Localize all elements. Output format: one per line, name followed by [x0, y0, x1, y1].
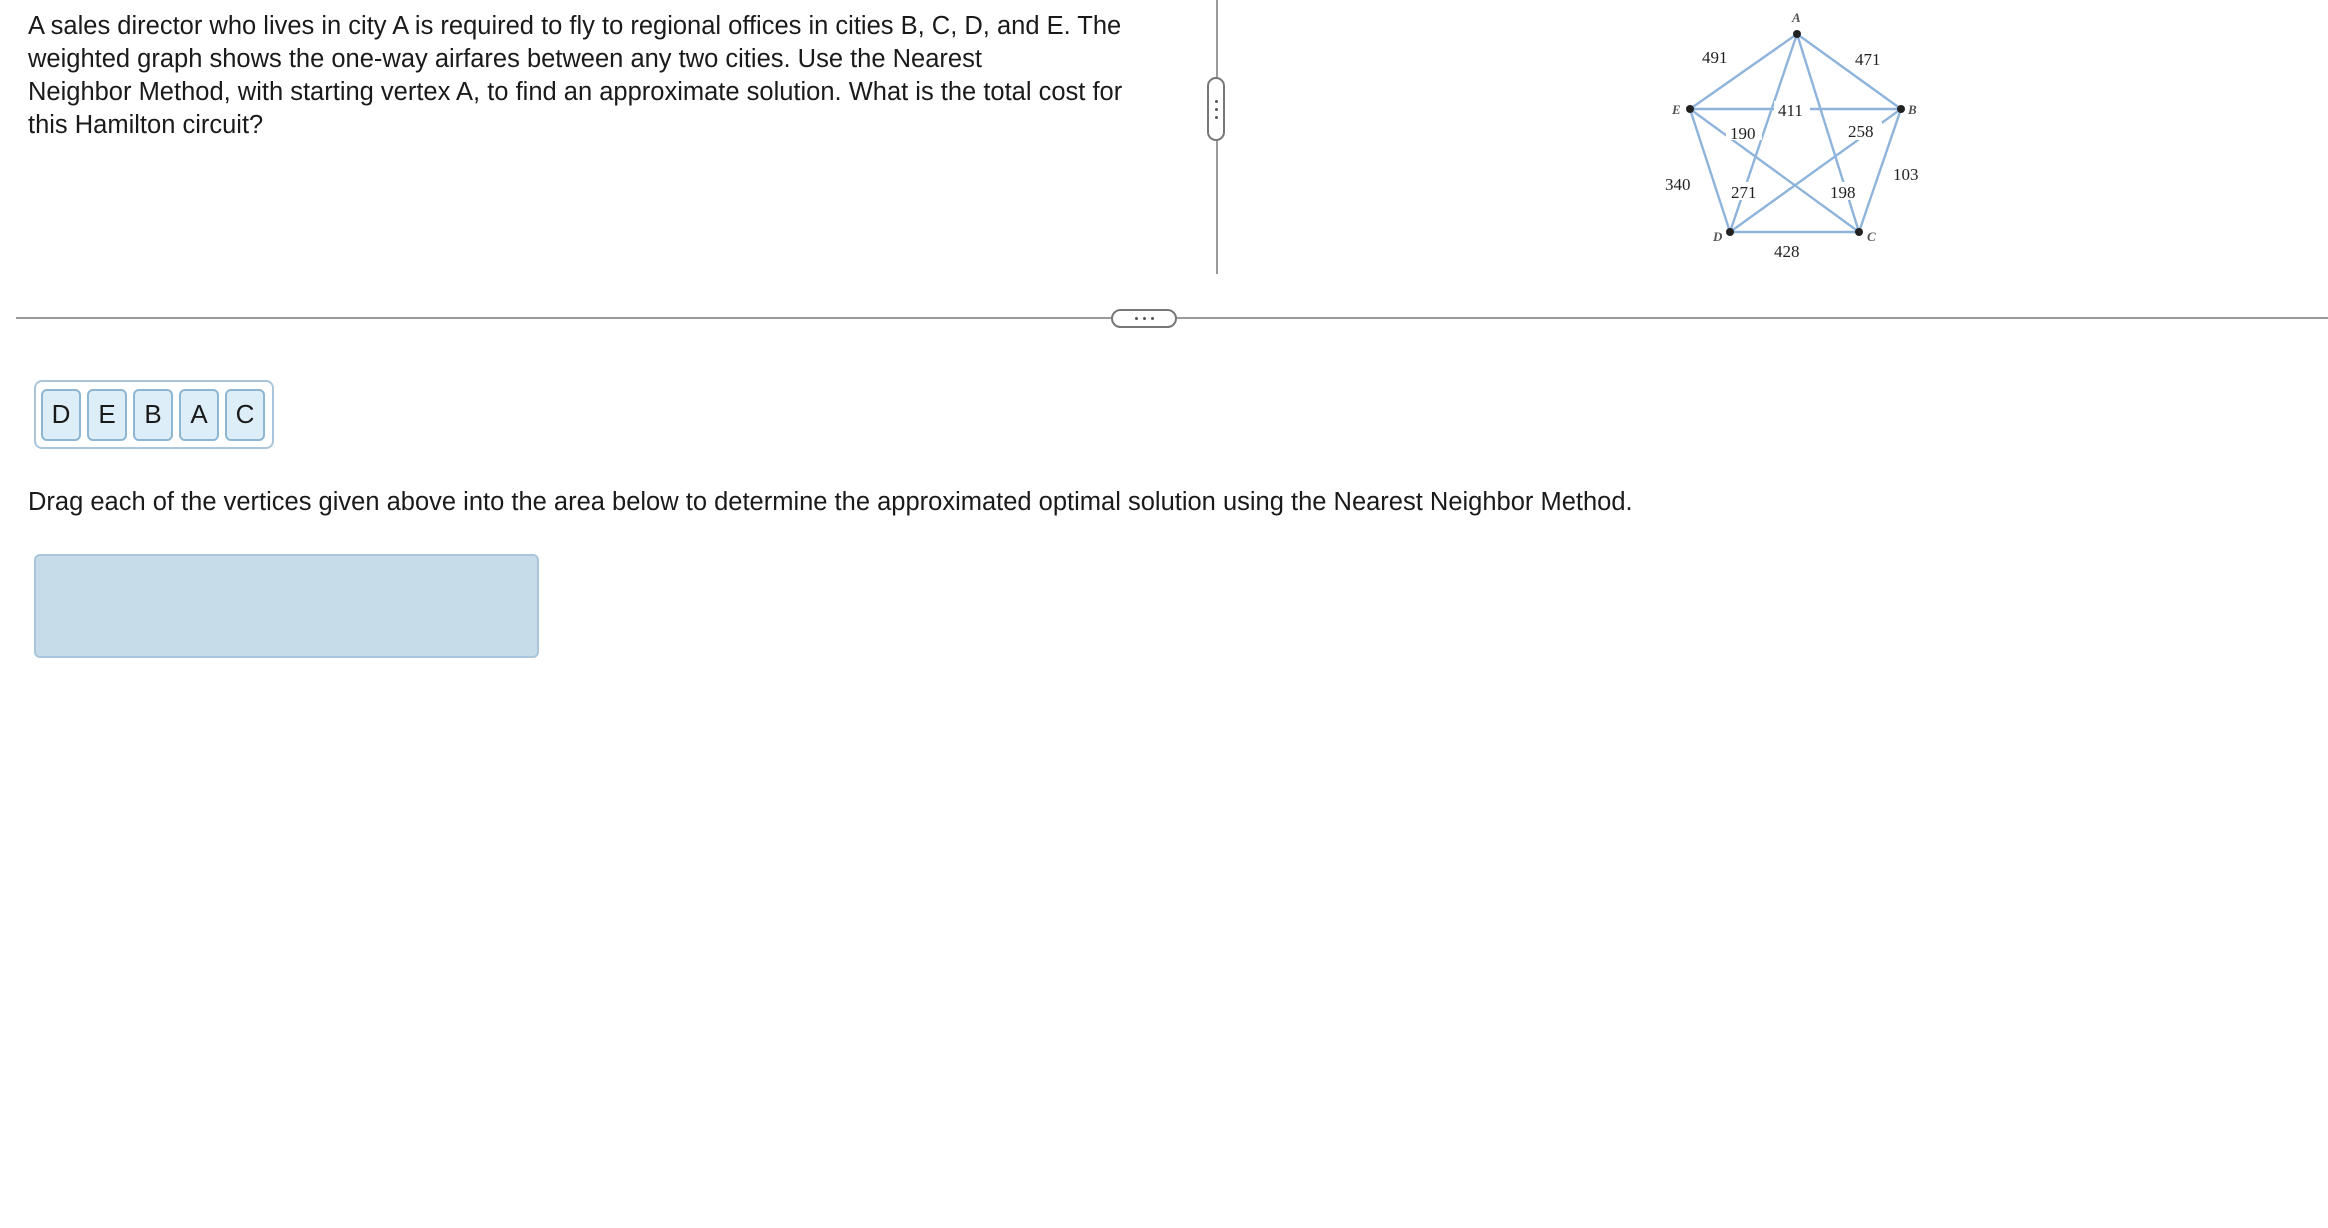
edge-weight-E-B: 411: [1778, 101, 1803, 120]
vertex-label-B: B: [1908, 102, 1917, 117]
grip-dot: [1215, 100, 1218, 103]
answer-drop-zone[interactable]: [34, 554, 539, 658]
vertex-label-C: C: [1867, 229, 1876, 244]
vertex-D: [1726, 228, 1734, 236]
vertex-tile-E[interactable]: E: [87, 389, 127, 441]
drag-instruction: Drag each of the vertices given above into the area below to determine the approximated optimal solution using the Nearest Neighbor Method.: [28, 488, 1633, 516]
vertex-tile-A[interactable]: A: [179, 389, 219, 441]
edge-weight-E-C: 190: [1730, 124, 1756, 143]
edge-E-D: [1690, 109, 1730, 232]
graph-svg: [1640, 0, 1980, 270]
grip-dot: [1215, 108, 1218, 111]
vertex-label-A: A: [1792, 10, 1801, 25]
vertex-tile-B[interactable]: B: [133, 389, 173, 441]
edge-A-E: [1690, 34, 1797, 109]
edge-weight-A-B: 471: [1855, 50, 1881, 69]
grip-dot: [1135, 317, 1138, 320]
edge-A-B: [1797, 34, 1901, 109]
vertex-label-E: E: [1672, 102, 1681, 117]
edge-weight-A-C: 258: [1848, 122, 1874, 141]
edge-weight-B-D: 198: [1830, 183, 1856, 202]
weighted-graph: [1640, 0, 1980, 275]
edge-weight-E-D: 340: [1665, 175, 1691, 194]
problem-line: A sales director who lives in city A is required to fly to regional offices in cities B, C, D, and E. The: [28, 12, 1122, 40]
vertex-tile-bank: [34, 380, 274, 449]
problem-line: weighted graph shows the one-way airfares between any two cities. Use the Nearest: [28, 45, 982, 73]
edge-weight-B-C: 103: [1893, 165, 1919, 184]
vertex-E: [1686, 105, 1694, 113]
vertex-tile-C[interactable]: C: [225, 389, 265, 441]
problem-text: [28, 10, 1178, 142]
grip-dot: [1151, 317, 1154, 320]
vertex-B: [1897, 105, 1905, 113]
edge-weight-A-E: 491: [1702, 48, 1728, 67]
vertex-A: [1793, 30, 1801, 38]
vertical-splitter-handle[interactable]: [1207, 77, 1225, 141]
grip-dot: [1143, 317, 1146, 320]
vertex-label-D: D: [1713, 229, 1723, 244]
problem-line: this Hamilton circuit?: [28, 111, 264, 139]
edge-E-C: [1690, 109, 1859, 232]
vertex-C: [1855, 228, 1863, 236]
horizontal-splitter-handle[interactable]: [1111, 309, 1177, 328]
vertex-tile-D[interactable]: D: [41, 389, 81, 441]
edge-weight-A-D: 271: [1731, 183, 1757, 202]
edge-weight-D-C: 428: [1774, 242, 1800, 261]
grip-dot: [1215, 116, 1218, 119]
problem-line: Neighbor Method, with starting vertex A, to find an approximate solution. What is the total cost for: [28, 78, 1123, 106]
